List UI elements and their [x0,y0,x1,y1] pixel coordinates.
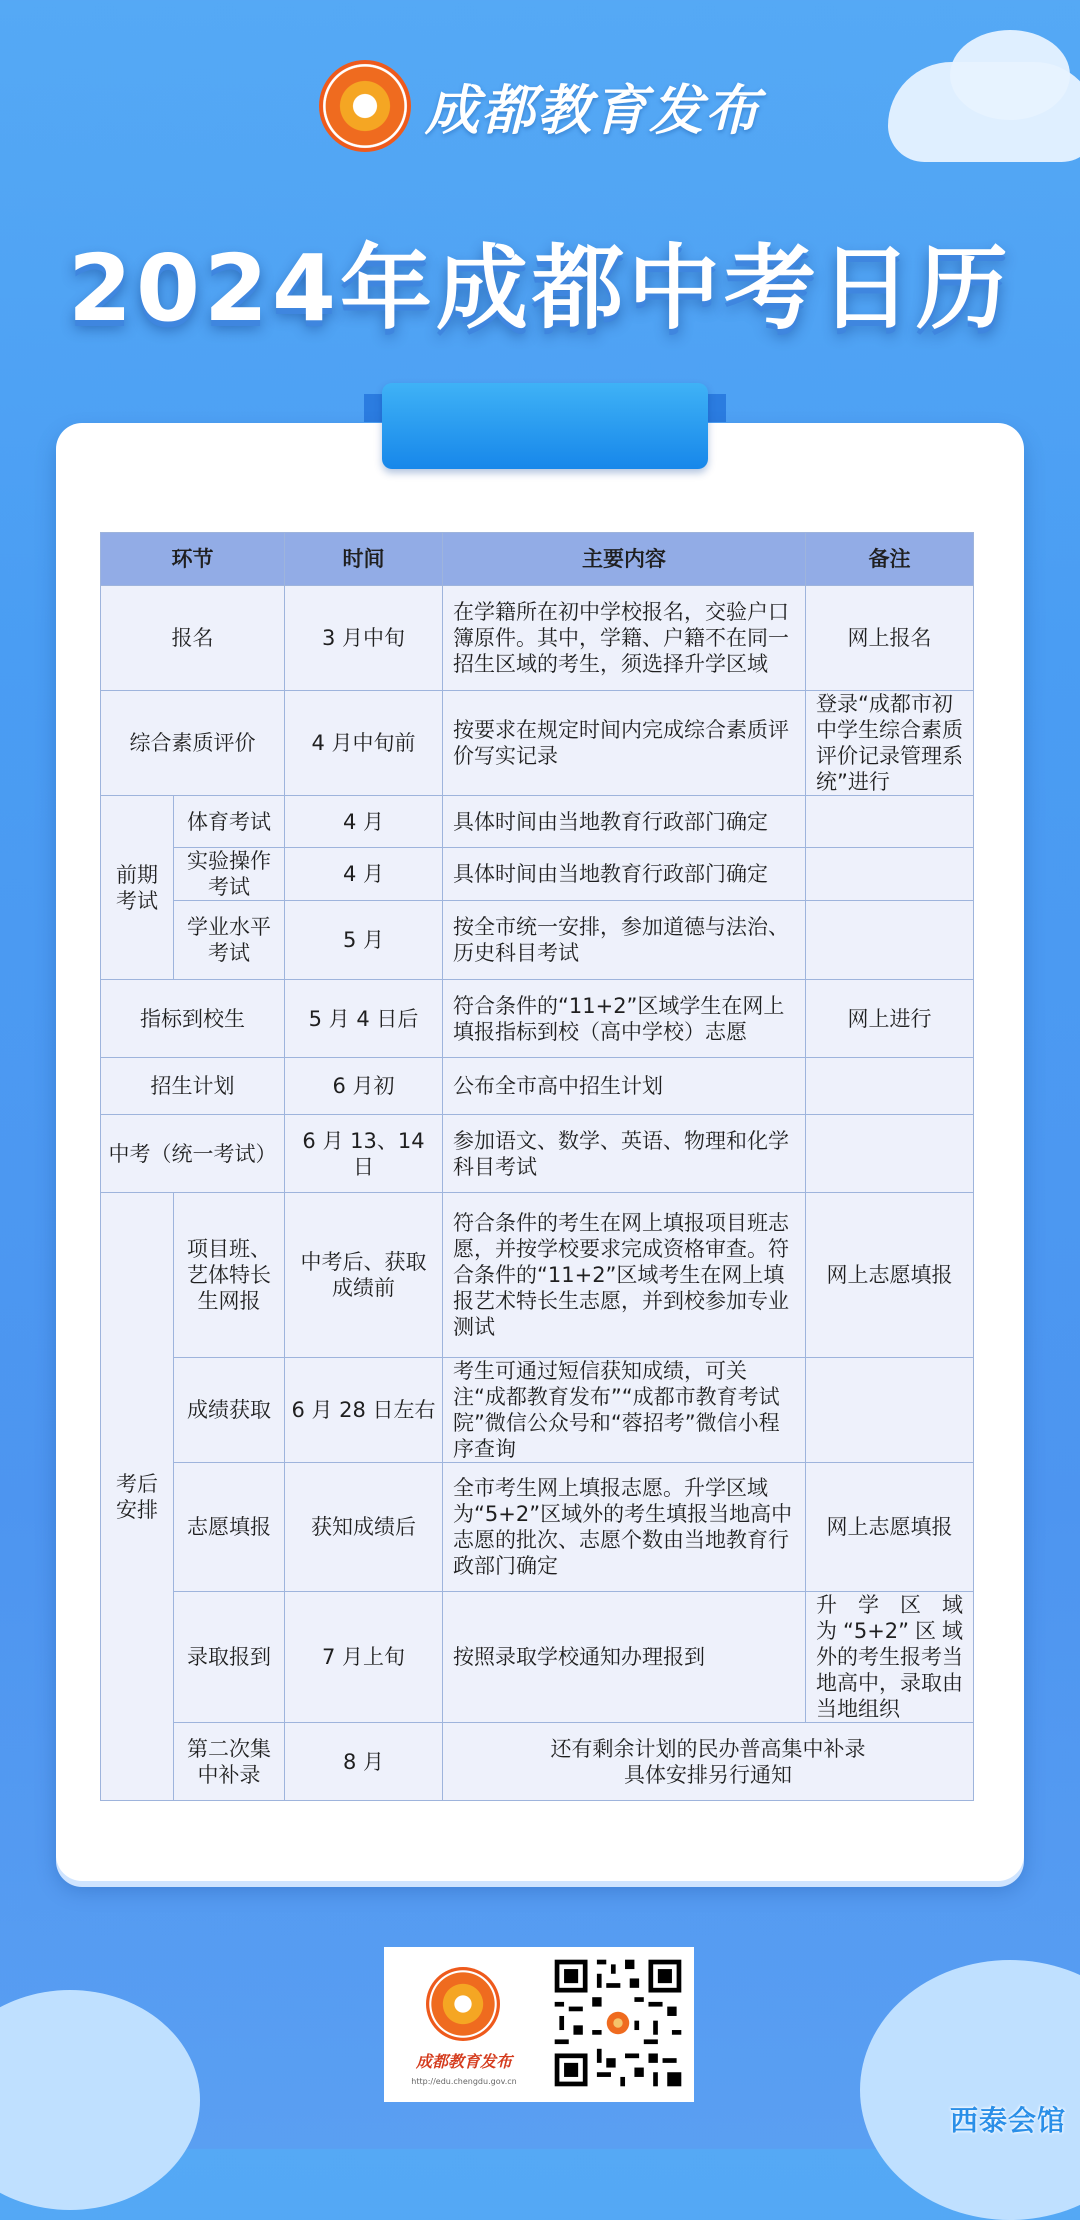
cell-note: 网上报名 [806,586,974,691]
table-row [101,1193,974,1358]
table-row [101,901,974,980]
table-row [101,796,974,848]
cell-content: 符合条件的考生在网上填报项目班志愿，并按学校要求完成资格审查。符合条件的“11+2”区域考生在网上填报艺术特长生志愿，并到校参加专业测试 [443,1193,806,1358]
footer-logo-icon [426,1967,500,2041]
cell-time: 8 月 [285,1723,443,1801]
cell-note [806,1058,974,1115]
cell-content: 符合条件的“11+2”区域学生在网上填报指标到校（高中学校）志愿 [443,980,806,1058]
table-row [101,848,974,901]
cell-stage: 体育考试 [174,796,285,848]
header-content: 主要内容 [443,533,806,586]
cell-content: 在学籍所在初中学校报名，交验户口簿原件。其中，学籍、户籍不在同一招生区域的考生，须选择升学区域 [443,586,806,691]
cell-time: 7 月上旬 [285,1592,443,1723]
cell-content-merged [443,1723,974,1801]
cell-stage: 第二次集中补录 [174,1723,285,1801]
cell-time: 中考后、获取成绩前 [285,1193,443,1358]
cell-time: 6 月 13、14 日 [285,1115,443,1193]
footer-url: http://edu.chengdu.gov.cn [411,2077,517,2086]
cell-note [806,1358,974,1463]
cell-stage: 中考（统一考试） [101,1115,285,1193]
cell-group-kaohou: 考后安排 [101,1193,174,1801]
table-row [101,691,974,796]
cell-content: 全市考生网上填报志愿。升学区域为“5+2”区域外的考生填报当地高中志愿的批次、志愿个数由当地教育行政部门确定 [443,1463,806,1592]
cell-content: 考生可通过短信获知成绩，可关注“成都教育发布”“成都市教育考试院”微信公众号和“蓉招考”微信小程序查询 [443,1358,806,1463]
cell-time: 4 月 [285,848,443,901]
footer-qr-box [384,1947,694,2102]
cell-time: 6 月 28 日左右 [285,1358,443,1463]
cell-content: 具体时间由当地教育行政部门确定 [443,848,806,901]
cell-time: 5 月 [285,901,443,980]
cell-stage: 指标到校生 [101,980,285,1058]
footer-brand-name: 成都教育发布 [415,2052,512,2071]
cell-group-qianqi: 前期考试 [101,796,174,980]
cell-stage: 综合素质评价 [101,691,285,796]
cell-stage: 志愿填报 [174,1463,285,1592]
header-note: 备注 [806,533,974,586]
page-title: 2024年成都中考日历 [67,235,1013,342]
cell-content: 参加语文、数学、英语、物理和化学科目考试 [443,1115,806,1193]
cell-time: 6 月初 [285,1058,443,1115]
cell-time: 4 月中旬前 [285,691,443,796]
cell-note [806,901,974,980]
header-stage: 环节 [101,533,285,586]
header-time: 时间 [285,533,443,586]
table-row [101,1058,974,1115]
cell-content: 按要求在规定时间内完成综合素质评价写实记录 [443,691,806,796]
cloud-bottom-left [0,1990,200,2210]
cell-note: 升学区域为“5+2”区域外的考生报考当地高中，录取由当地组织 [806,1592,974,1723]
cell-note: 登录“成都市初中学生综合素质评价记录管理系统”进行 [806,691,974,796]
content-line: 还有剩余计划的民办普高集中补录 [550,1736,866,1761]
cell-content: 按全市统一安排，参加道德与法治、历史科目考试 [443,901,806,980]
cell-note: 网上志愿填报 [806,1193,974,1358]
brand-logo-icon [319,60,411,152]
table-row [101,1463,974,1592]
header [0,60,1080,152]
cell-note [806,796,974,848]
cell-stage: 学业水平考试 [174,901,285,980]
table-row [101,1358,974,1463]
table-row [101,1723,974,1801]
cell-note [806,1115,974,1193]
table-row [101,1115,974,1193]
cell-stage: 招生计划 [101,1058,285,1115]
cell-time: 4 月 [285,796,443,848]
content-line: 具体安排另行通知 [624,1762,792,1787]
table-header-row [101,533,974,586]
cell-time: 5 月 4 日后 [285,980,443,1058]
table-row [101,1592,974,1723]
cell-stage: 项目班、艺体特长生网报 [174,1193,285,1358]
brand-name: 成都教育发布 [425,78,761,142]
cloud-bottom-right [860,1960,1080,2220]
cell-content: 按照录取学校通知办理报到 [443,1592,806,1723]
cell-note [806,848,974,901]
cell-time: 3 月中旬 [285,586,443,691]
tab-ear-left [364,394,384,422]
card-tab [382,383,708,469]
cell-note: 网上进行 [806,980,974,1058]
cell-content: 具体时间由当地教育行政部门确定 [443,796,806,848]
cell-stage: 录取报到 [174,1592,285,1723]
cell-content: 公布全市高中招生计划 [443,1058,806,1115]
watermark: 西泰会馆 [949,2104,1066,2137]
qr-code-icon[interactable] [550,1955,686,2091]
calendar-table [100,532,974,1801]
cell-note: 网上志愿填报 [806,1463,974,1592]
table-row [101,980,974,1058]
cell-time: 获知成绩后 [285,1463,443,1592]
cell-stage: 实验操作考试 [174,848,285,901]
tab-ear-right [706,394,726,422]
cell-stage: 成绩获取 [174,1358,285,1463]
table-row [101,586,974,691]
cell-stage: 报名 [101,586,285,691]
